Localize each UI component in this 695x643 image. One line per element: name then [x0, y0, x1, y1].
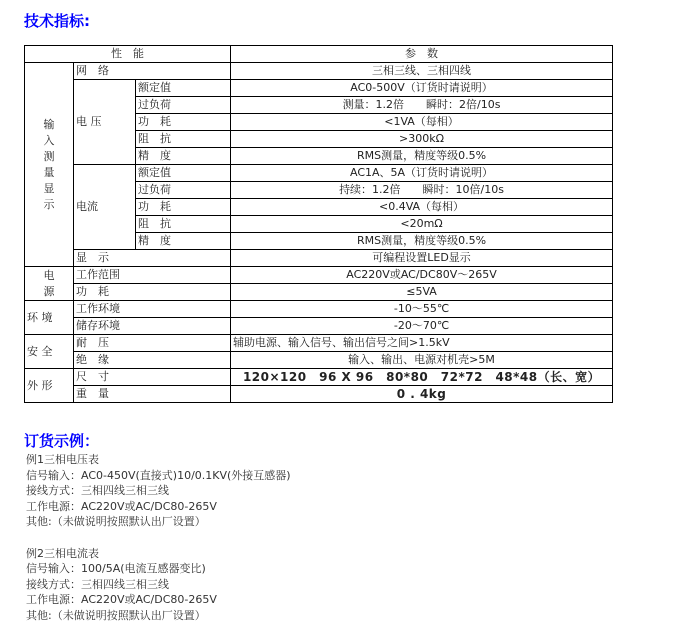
display-label: 显 示 [74, 250, 231, 267]
current-impedance-label: 阻 抗 [136, 216, 231, 233]
voltage-rated-label: 额定值 [136, 80, 231, 97]
table-row [25, 369, 613, 386]
voltage-rated-value: AC0-500V（订货时请说明） [231, 80, 613, 97]
voltage-overload-label: 过负荷 [136, 97, 231, 114]
voltage-label: 电 压 [74, 80, 136, 165]
safety-group-label: 安 全 [25, 335, 74, 369]
current-accuracy-value: RMS测量，精度等级0.5% [231, 233, 613, 250]
table-row [25, 301, 613, 318]
appearance-size-label: 尺 寸 [74, 369, 231, 386]
voltage-accuracy-label: 精 度 [136, 148, 231, 165]
current-rated-label: 额定值 [136, 165, 231, 182]
safety-withstand-value: 辅助电源、输入信号、输出信号之间>1.5kV [231, 335, 613, 352]
voltage-overload-value: 测量：1.2倍 瞬时：2倍/10s [231, 97, 613, 114]
example2-title: 例2三相电流表 [26, 546, 99, 560]
example1-wiring: 接线方式：三相四线三相三线 [26, 484, 169, 497]
network-value: 三相三线、三相四线 [231, 63, 613, 80]
power-group-label: 电 源 [25, 267, 74, 301]
example2-other: 其他:（未做说明按照默认出厂设置） [26, 608, 206, 622]
example1-power: 工作电源：AC220V或AC/DC80-265V [26, 499, 217, 513]
voltage-accuracy-value: RMS测量，精度等级0.5% [231, 148, 613, 165]
power-range-value: AC220V或AC/DC80V～265V [231, 267, 613, 284]
appearance-weight-value: 0 . 4kg [231, 386, 613, 403]
table-row [25, 165, 613, 182]
spacer [26, 530, 291, 546]
current-impedance-value: <20mΩ [231, 216, 613, 233]
voltage-power-label: 功 耗 [136, 114, 231, 131]
current-rated-value: AC1A、5A（订货时请说明） [231, 165, 613, 182]
voltage-power-value: <1VA（每相） [231, 114, 613, 131]
table-row [25, 284, 613, 301]
display-value: 可编程设置LED显示 [231, 250, 613, 267]
current-accuracy-label: 精 度 [136, 233, 231, 250]
example1-other: 其他:（未做说明按照默认出厂设置） [26, 515, 206, 528]
environment-work-value: -10～55℃ [231, 301, 613, 318]
appearance-size-value: 120×120 96 X 96 80*80 72*72 48*48（长、宽） [231, 369, 613, 386]
example1-title: 例1三相电压表 [26, 453, 99, 466]
safety-insulation-label: 绝 缘 [74, 352, 231, 369]
table-header-row [25, 46, 613, 63]
table-row [25, 80, 613, 97]
safety-insulation-value: 输入、输出、电源对机壳>5M [231, 352, 613, 369]
example1-signal: 信号输入：AC0-450V(直接式)10/0.1KV(外接互感器) [26, 468, 291, 482]
current-label: 电流 [74, 165, 136, 250]
voltage-impedance-value: >300kΩ [231, 131, 613, 148]
power-consumption-label: 功 耗 [74, 284, 231, 301]
environment-work-label: 工作环境 [74, 301, 231, 318]
example2-signal: 信号输入：100/5A(电流互感器变比) [26, 562, 206, 575]
table-row [25, 335, 613, 352]
table-row [25, 352, 613, 369]
order-examples [26, 452, 291, 623]
table-row [25, 386, 613, 403]
example2-wiring: 接线方式：三相四线三相三线 [26, 577, 169, 591]
input-group-label: 输 入 测 量 显 示 [25, 63, 74, 267]
order-title: 订货示例： [24, 432, 100, 450]
header-performance: 性 能 [25, 46, 231, 63]
environment-group-label: 环 境 [25, 301, 74, 335]
current-power-value: <0.4VA（每相） [231, 199, 613, 216]
current-overload-value: 持续：1.2倍 瞬时：10倍/10s [231, 182, 613, 199]
network-label: 网 络 [74, 63, 231, 80]
environment-storage-label: 储存环境 [74, 318, 231, 335]
table-row [25, 267, 613, 284]
power-consumption-value: ≤5VA [231, 284, 613, 301]
table-row [25, 250, 613, 267]
appearance-weight-label: 重 量 [74, 386, 231, 403]
power-range-label: 工作范围 [74, 267, 231, 284]
voltage-impedance-label: 阻 抗 [136, 131, 231, 148]
table-row [25, 318, 613, 335]
environment-storage-value: -20～70℃ [231, 318, 613, 335]
example2-power: 工作电源：AC220V或AC/DC80-265V [26, 593, 217, 606]
table-row [25, 63, 613, 80]
header-param: 参 数 [231, 46, 613, 63]
current-power-label: 功 耗 [136, 199, 231, 216]
spec-table [24, 45, 613, 403]
current-overload-label: 过负荷 [136, 182, 231, 199]
safety-withstand-label: 耐 压 [74, 335, 231, 352]
appearance-group-label: 外 形 [25, 369, 74, 403]
spec-title: 技术指标: [24, 12, 90, 30]
